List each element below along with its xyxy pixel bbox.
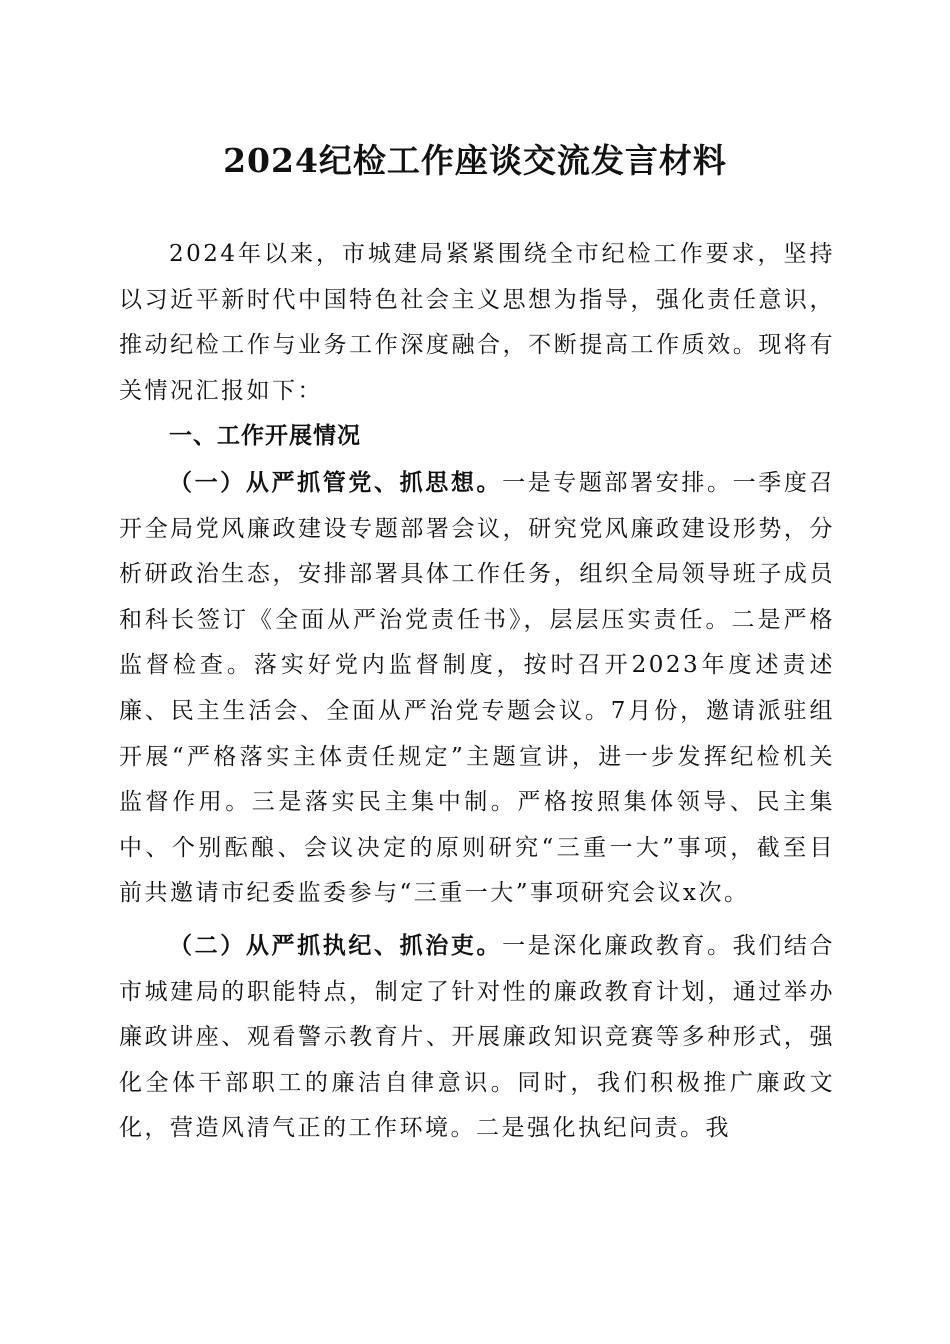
subsection-2-paragraph bbox=[119, 923, 835, 1152]
subsection-1-body: 一是专题部署安排。一季度召开全局党风廉政建设专题部署会议，研究党风廉政建设形势，分析研政治生态，安排部署具体工作任务，组织全局领导班子成员和科长签订《全面从严治党责任书》，层层压实责任。二是严格监督检查。落实好党内监督制度，按时召开2023年度述责述廉、民主生活会、全面从严治党专题会议。7月份，邀请派驻组开展“严格落实主体责任规定”主题宣讲，进一步发挥纪检机关监督作用。三是落实民主集中制。严格按照集体领导、民主集中、个别酝酿、会议决定的原则研究“三重一大”事项，截至目前共邀请市纪委监委参与“三重一大”事项研究会议x次。 bbox=[119, 469, 836, 907]
subsection-2-body: 一是深化廉政教育。我们结合市城建局的职能特点，制定了针对性的廉政教育计划，通过举办廉政讲座、观看警示教育片、开展廉政知识竞赛等多种形式，强化全体干部职工的廉洁自律意识。同时，我们积极推广廉政文化，营造风清气正的工作环境。二是强化执纪问责。我 bbox=[119, 932, 836, 1142]
document-body bbox=[119, 232, 835, 1152]
subsection-2-lead: （二）从严抓执纪、抓治吏。 bbox=[169, 931, 503, 959]
section-heading-work-status: 一、工作开展情况 bbox=[169, 423, 361, 450]
subsection-1-paragraph bbox=[119, 460, 835, 917]
subsection-1-lead: （一）从严抓管党、抓思想。 bbox=[169, 468, 503, 496]
intro-paragraph: 2024年以来，市城建局紧紧围绕全市纪检工作要求，坚持以习近平新时代中国特色社会主义思想为指导，强化责任意识，推动纪检工作与业务工作深度融合，不断提高工作质效。现将有关情况汇报如下： bbox=[119, 241, 835, 404]
document-title: 2024纪检工作座谈交流发言材料 bbox=[223, 141, 727, 180]
